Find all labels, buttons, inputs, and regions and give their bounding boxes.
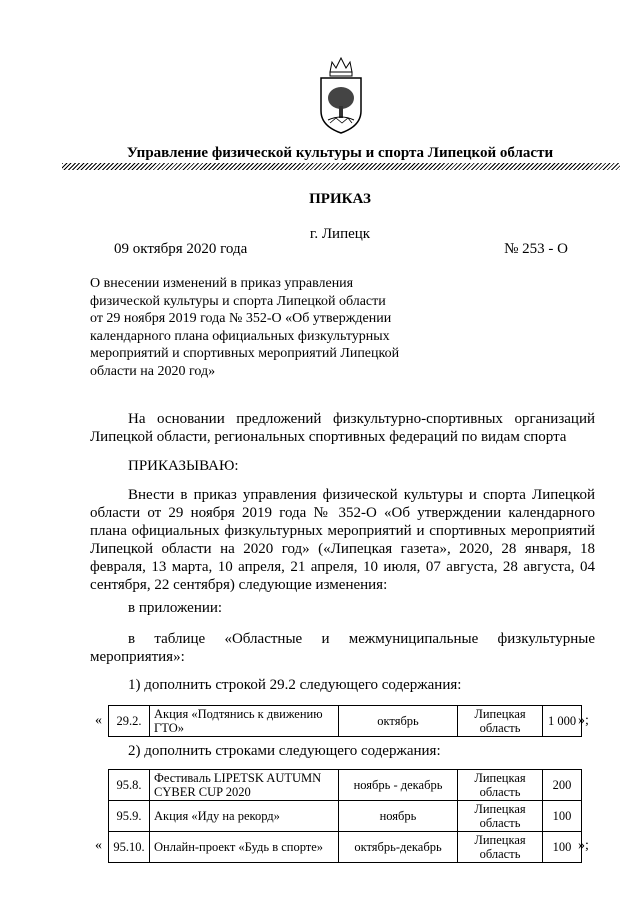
document-date: 09 октября 2020 года [114,241,248,257]
in-appendix-line: в приложении: [128,600,223,616]
organization-name: Управление физической культуры и спорта Липецкой области [126,145,554,161]
cell-num: 95.8. [109,770,150,801]
document-title: ПРИКАЗ [309,191,371,207]
cell-num: 95.10. [109,832,150,863]
table1-close-quote: »; [578,713,589,728]
cell-name: Фестиваль LIPETSK AUTUMN CYBER CUP 2020 [150,770,339,801]
cell-name: Акция «Подтянись к движению ГТО» [150,706,339,737]
in-table-text: в таблице «Областные и межмуниципальные физкультурные мероприятия»: [90,631,595,665]
cell-date: ноябрь [339,801,458,832]
cell-qty: 100 [543,801,582,832]
hatched-divider [62,163,620,170]
item2-line: 2) дополнить строками следующего содержания: [128,743,441,759]
table-row [109,832,582,863]
table-row [109,706,582,737]
table2-close-quote: »; [578,838,589,853]
cell-name: Акция «Иду на рекорд» [150,801,339,832]
table1 [108,705,582,737]
document-subject: О внесении изменений в приказ управления физической культуры и спорта Липецкой области от 29 ноября 2019 года № 352-О «Об утверждении календарного плана официальных физкультурных мероприятий и спортивных мероприятий Липецкой области на 2020 год» [90,276,400,379]
document-number: № 253 - О [504,241,568,257]
cell-qty: 1 000 [543,706,582,737]
cell-date: октябрь [339,706,458,737]
table1-body [109,706,582,737]
coat-of-arms-icon [316,56,366,136]
cell-place: Липецкая область [458,801,543,832]
basis-paragraph: На основании предложений физкультурно-спортивных организаций Липецкой области, региональных спортивных федераций по видам спорта [90,411,595,445]
cell-num: 95.9. [109,801,150,832]
main-paragraph: Внести в приказ управления физической культуры и спорта Липецкой области от 29 ноября 2019 года № 352-О «Об утверждении календарного плана официальных физкультурных мероприятий и спортивных мероприятий Липецкой области на 2020 год» («Липецкая газета», 2020, 28 января, 18 февраля, 13 марта, 10 апреля, 21 апреля, 10 июля, 07 августа, 28 августа, 04 сентября, 22 сентября) следующие изменения: [90,487,595,593]
table1-open-quote: « [95,713,102,728]
cell-qty: 100 [543,832,582,863]
cell-place: Липецкая область [458,770,543,801]
table-row [109,770,582,801]
in-table-paragraph [90,630,595,666]
cell-date: ноябрь - декабрь [339,770,458,801]
item1-line: 1) дополнить строкой 29.2 следующего содержания: [128,677,462,693]
cell-place: Липецкая область [458,832,543,863]
table2 [108,769,582,863]
cell-date: октябрь-декабрь [339,832,458,863]
cell-num: 29.2. [109,706,150,737]
cell-place: Липецкая область [458,706,543,737]
document-city: г. Липецк [309,226,371,242]
cell-name: Онлайн-проект «Будь в спорте» [150,832,339,863]
cell-qty: 200 [543,770,582,801]
order-word: ПРИКАЗЫВАЮ: [128,458,239,474]
table2-body [109,770,582,863]
table-row [109,801,582,832]
table2-open-quote: « [95,838,102,853]
